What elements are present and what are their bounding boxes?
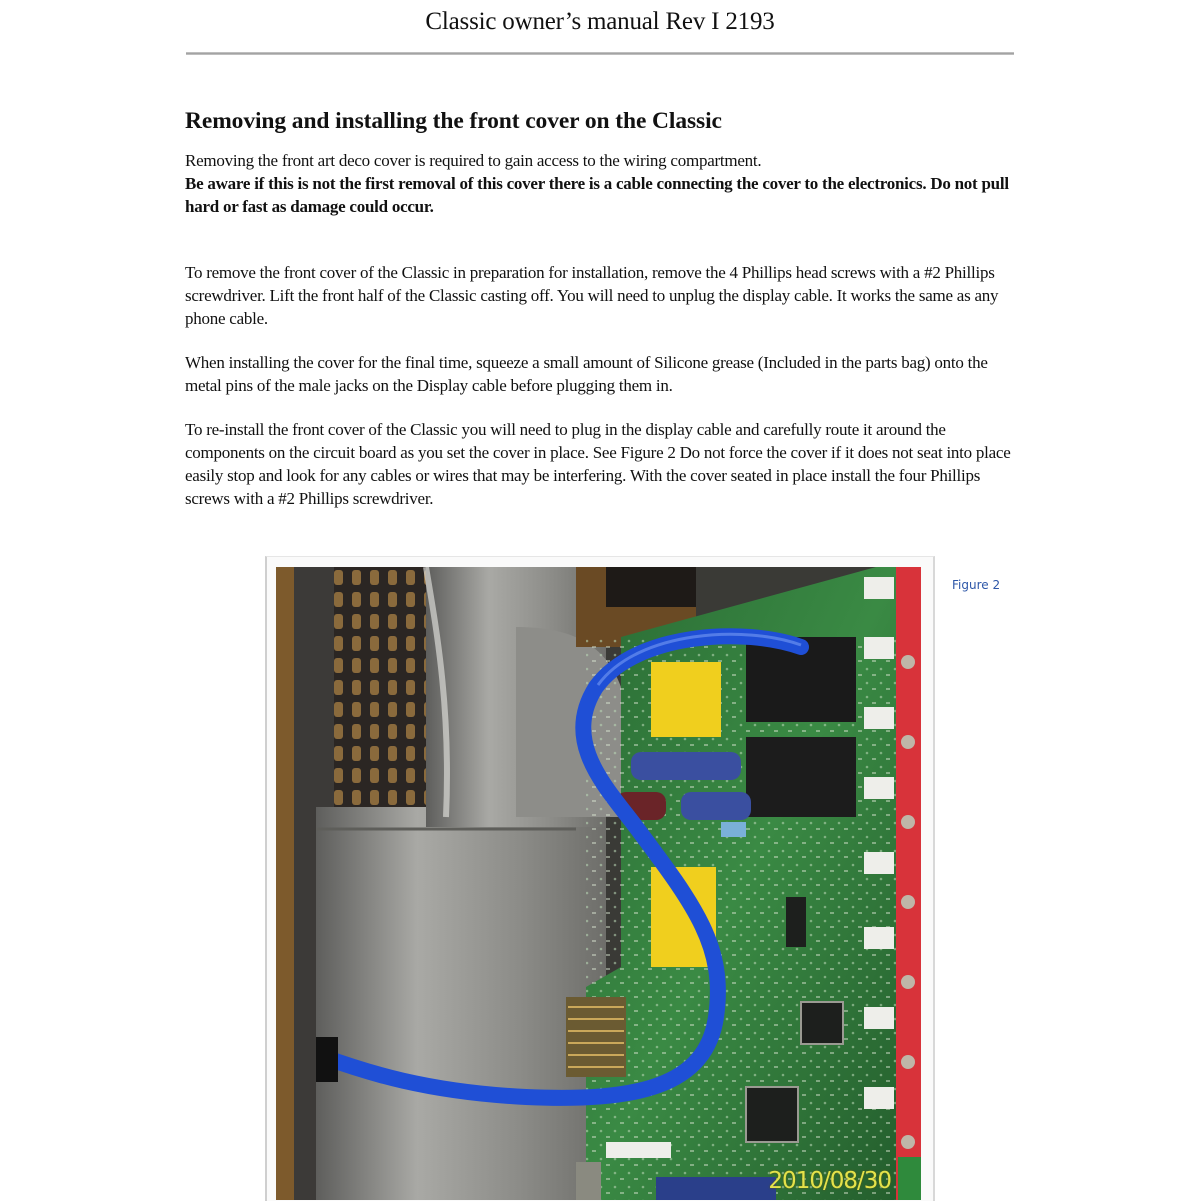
photo-date-stamp: 2010/08/30 bbox=[768, 1168, 891, 1194]
circuit-board-photo-illustration bbox=[276, 567, 921, 1200]
removal-paragraph: To remove the front cover of the Classic in preparation for installation, remove the 4 Phillips head screws with a #2 Phillips screwdriver. Lift the front half of the Classic casting off. You will need to unplug the display cable. It works the same as any phone cable. bbox=[185, 263, 999, 328]
figure-caption: Figure 2 bbox=[952, 578, 1001, 592]
figure-photo bbox=[276, 567, 921, 1200]
section-heading: Removing and installing the front cover on the Classic bbox=[185, 108, 722, 134]
intro-paragraph: Removing the front art deco cover is required to gain access to the wiring compartment. bbox=[185, 151, 762, 170]
reinstall-paragraph: To re-install the front cover of the Classic you will need to plug in the display cable and carefully route it around the components on the circuit board as you set the cover in place. See Figure 2 Do not force the cover if it does not seat into place easily stop and look for any cables or wires that may be interfering. With the cover seated in place install the four Phillips screws with a #2 Phillips screwdriver. bbox=[185, 420, 1011, 508]
grease-paragraph: When installing the cover for the final time, squeeze a small amount of Silicone grease (Included in the parts bag) onto the metal pins of the male jacks on the Display cable before plugging them in. bbox=[185, 353, 988, 395]
document-header-title: Classic owner’s manual Rev I 2193 bbox=[425, 8, 775, 35]
section-content bbox=[185, 106, 1015, 510]
warning-paragraph: Be aware if this is not the first removal of this cover there is a cable connecting the cover to the electronics. Do not pull hard or fast as damage could occur. bbox=[185, 174, 1009, 216]
header-divider bbox=[186, 52, 1014, 55]
